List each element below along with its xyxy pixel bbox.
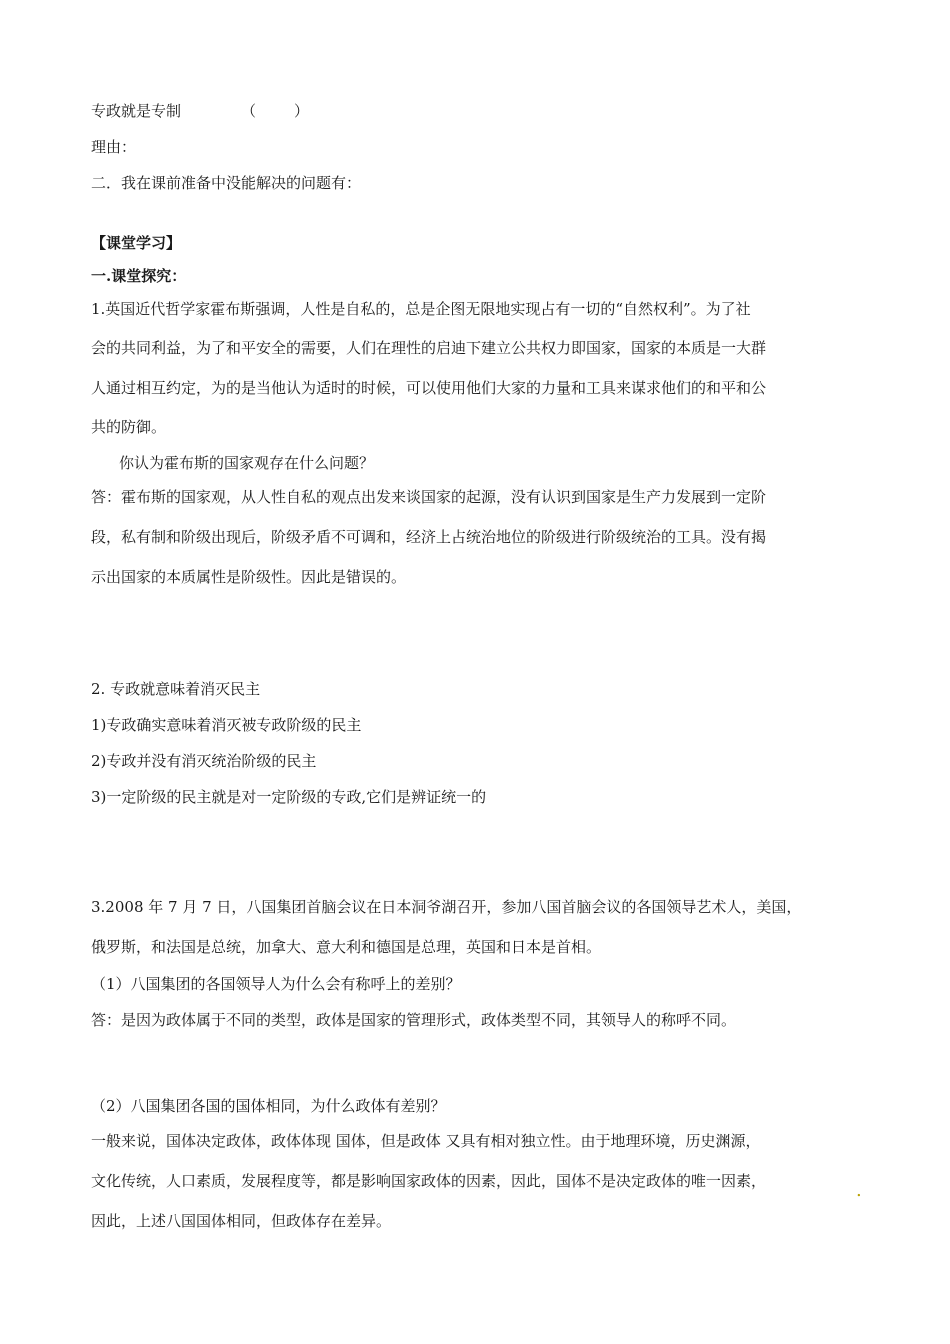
section-title: 【课堂学习】: [91, 234, 182, 252]
q1-answer-line: 示出国家的本质属性是阶级性。因此是错误的。: [91, 568, 407, 586]
answer-blank-close: ）: [294, 102, 310, 120]
decorative-dot: .: [856, 1180, 862, 1201]
statement-text: 专政就是专制: [91, 102, 182, 120]
q1-paragraph-line: 人通过相互约定，为的是当他认为适时的时候，可以使用他们大家的力量和工具来谋求他们的和平和公: [91, 379, 767, 397]
q3-sub2-question: （2）八国集团各国的国体相同，为什么政体有差别？: [91, 1097, 446, 1115]
q1-paragraph-line: 会的共同利益，为了和平安全的需要，人们在理性的启迪下建立公共权力即国家，国家的本质是一大群: [91, 339, 767, 357]
explore-title: 一.课堂探究：: [91, 267, 187, 285]
q1-answer-line: 答：霍布斯的国家观，从人性自私的观点出发来谈国家的起源，没有认识到国家是生产力发展到一定阶: [91, 488, 767, 506]
reason-label: 理由：: [91, 138, 137, 156]
q3-paragraph-line: 3.2008 年 7 月 7 日，八国集团首脑会议在日本洞爷湖召开，参加八国首脑会议的各国领导艺术人，美国，: [91, 898, 802, 916]
q3-sub2-answer-line: 文化传统，人口素质，发展程度等，都是影响国家政体的因素，因此，国体不是决定政体的唯一因素，: [91, 1172, 767, 1190]
q2-point: 1)专政确实意味着消灭被专政阶级的民主: [91, 716, 362, 734]
q1-answer-line: 段，私有制和阶级出现后，阶级矛盾不可调和，经济上占统治地位的阶级进行阶级统治的工具。没有揭: [91, 528, 767, 546]
q2-title: 2. 专政就意味着消灭民主: [91, 680, 261, 698]
q3-sub1-answer: 答：是因为政体属于不同的类型，政体是国家的管理形式，政体类型不同，其领导人的称呼不同。: [91, 1011, 737, 1029]
q1-paragraph-line: 共的防御。: [91, 418, 167, 436]
q3-sub2-answer-line: 一般来说，国体决定政体，政体体现 国体，但是政体 又具有相对独立性。由于地理环境，历史渊源，: [91, 1132, 761, 1150]
answer-blank-open: （: [241, 102, 257, 120]
problems-heading: 二．我在课前准备中没能解决的问题有：: [91, 174, 362, 192]
q2-point: 3)一定阶级的民主就是对一定阶级的专政,它们是辨证统一的: [91, 788, 487, 806]
statement-line: [91, 101, 309, 121]
q3-sub1-question: （1）八国集团的各国领导人为什么会有称呼上的差别？: [91, 975, 461, 993]
q1-question: 你认为霍布斯的国家观存在什么问题？: [119, 454, 375, 472]
q3-paragraph-line: 俄罗斯，和法国是总统，加拿大、意大利和德国是总理，英国和日本是首相。: [91, 938, 602, 956]
q3-sub2-answer-line: 因此，上述八国国体相同，但政体存在差异。: [91, 1212, 392, 1230]
q1-paragraph-line: 1.英国近代哲学家霍布斯强调，人性是自私的，总是企图无限地实现占有一切的“自然权利”。为了社: [91, 300, 751, 318]
q2-point: 2)专政并没有消灭统治阶级的民主: [91, 752, 317, 770]
